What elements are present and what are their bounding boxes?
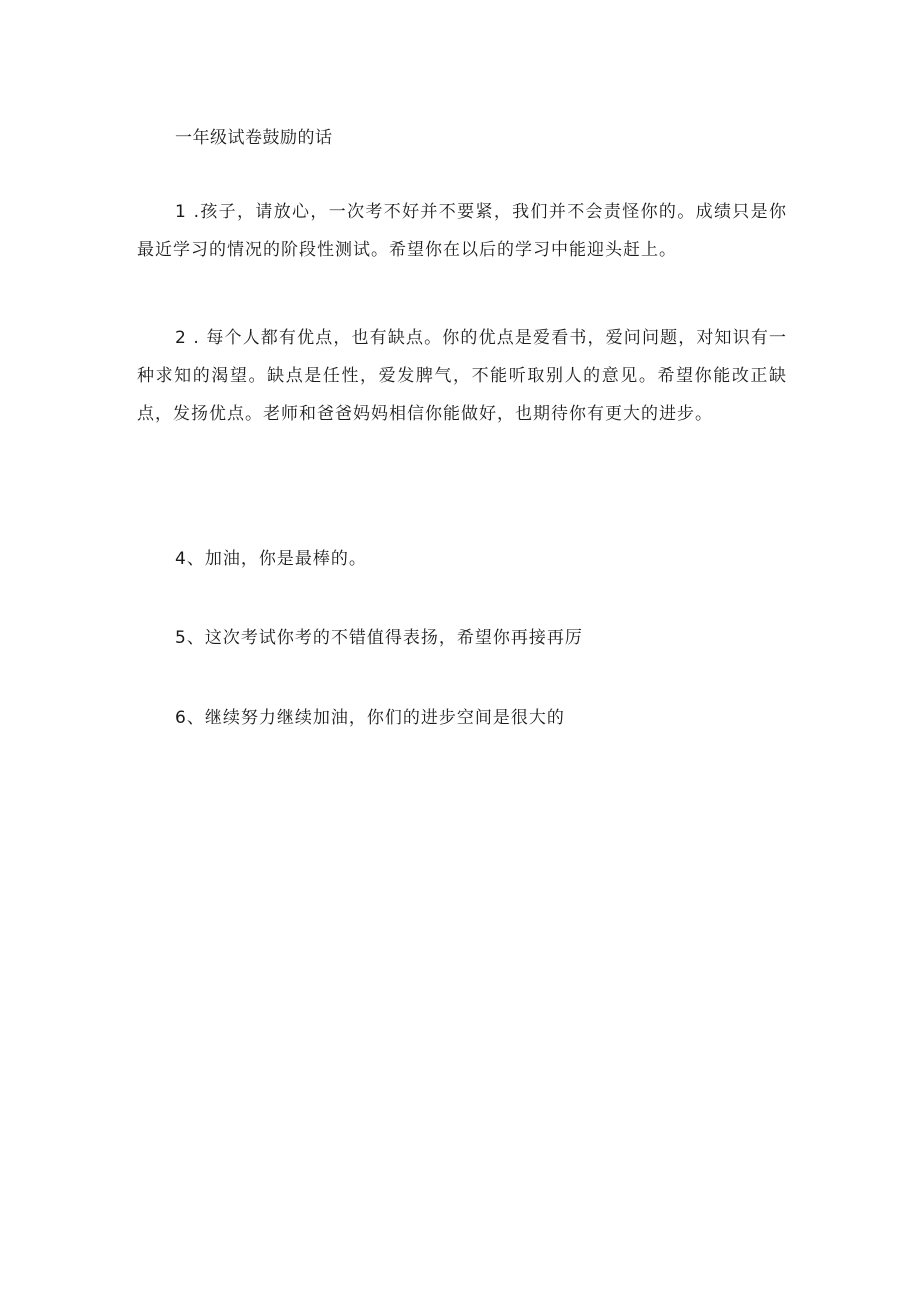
paragraph-item-6: 6、继续努力继续加油，你们的进步空间是很大的 bbox=[175, 708, 565, 728]
paragraph-item-5: 5、这次考试你考的不错值得表扬，希望你再接再厉 bbox=[175, 628, 583, 648]
document-title: 一年级试卷鼓励的话 bbox=[175, 128, 333, 148]
paragraph-item-1: 1 .孩子，请放心，一次考不好并不要紧，我们并不会责怪你的。成绩只是你最近学习的情况的阶段性测试。希望你在以后的学习中能迎头赶上。 bbox=[137, 202, 787, 260]
paragraph-item-4: 4、加油，你是最棒的。 bbox=[175, 549, 367, 569]
paragraph-item-2: 2 . 每个人都有优点，也有缺点。你的优点是爱看书，爱问问题，对知识有一种求知的渴望。缺点是任性，爱发脾气，不能听取别人的意见。希望你能改正缺点，发扬优点。老师和爸爸妈妈相信你能做好，也期待你有更大的进步。 bbox=[137, 328, 787, 424]
